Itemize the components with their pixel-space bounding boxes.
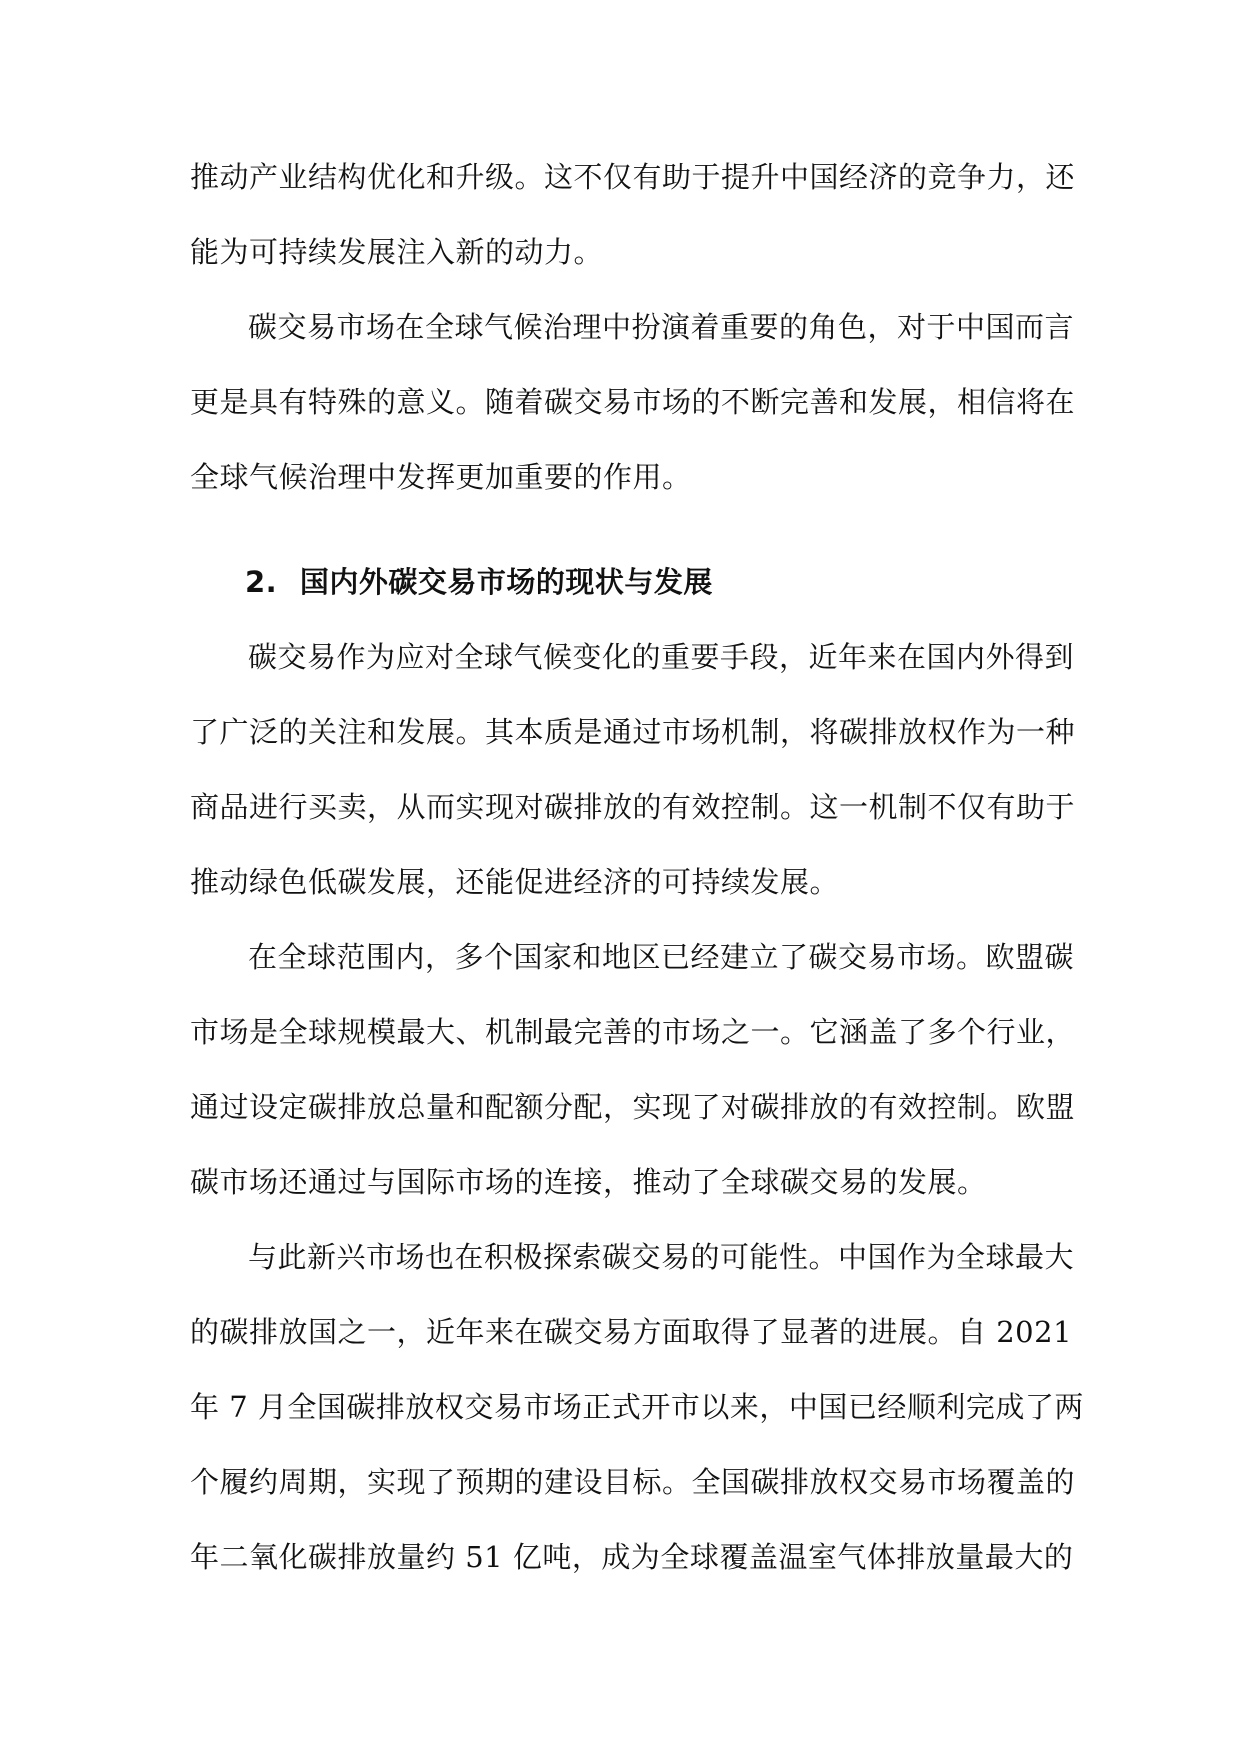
paragraph-line: 碳交易市场在全球气候治理中扮演着重要的角色，对于中国而言 xyxy=(248,310,1075,344)
paragraph-line: 全球气候治理中发挥更加重要的作用。 xyxy=(190,460,692,494)
paragraph-line: 碳交易作为应对全球气候变化的重要手段，近年来在国内外得到 xyxy=(248,640,1075,674)
paragraph-line: 碳市场还通过与国际市场的连接，推动了全球碳交易的发展。 xyxy=(190,1165,987,1199)
section-title: 国内外碳交易市场的现状与发展 xyxy=(299,565,713,599)
text-column xyxy=(190,140,1084,1595)
paragraph-line: 能为可持续发展注入新的动力。 xyxy=(190,235,604,269)
paragraph-line: 年二氧化碳排放量约 51 亿吨，成为全球覆盖温室气体排放量最大的 xyxy=(190,1540,1074,1574)
paragraph-line: 通过设定碳排放总量和配额分配，实现了对碳排放的有效控制。欧盟 xyxy=(190,1090,1076,1124)
paragraph-4 xyxy=(190,920,1076,1220)
paragraph-line: 了广泛的关注和发展。其本质是通过市场机制，将碳排放权作为一种 xyxy=(190,715,1076,749)
paragraph-line: 更是具有特殊的意义。随着碳交易市场的不断完善和发展，相信将在 xyxy=(190,385,1076,419)
paragraph-line: 的碳排放国之一，近年来在碳交易方面取得了显著的进展。自 2021 xyxy=(190,1315,1073,1349)
paragraph-line: 个履约周期，实现了预期的建设目标。全国碳排放权交易市场覆盖的 xyxy=(190,1465,1076,1499)
section-heading-wrap xyxy=(190,545,1055,620)
paragraph-line: 与此新兴市场也在积极探索碳交易的可能性。中国作为全球最大 xyxy=(248,1240,1075,1274)
paragraph-1 xyxy=(190,140,1076,290)
paragraph-line: 推动产业结构优化和升级。这不仅有助于提升中国经济的竞争力，还 xyxy=(190,160,1076,194)
paragraph-line: 市场是全球规模最大、机制最完善的市场之一。它涵盖了多个行业， xyxy=(190,1015,1076,1049)
paragraph-line: 推动绿色低碳发展，还能促进经济的可持续发展。 xyxy=(190,865,840,899)
paragraph-5 xyxy=(190,1220,1084,1595)
paragraph-line: 商品进行买卖，从而实现对碳排放的有效控制。这一机制不仅有助于 xyxy=(190,790,1076,824)
paragraph-2 xyxy=(190,290,1076,515)
paragraph-line: 在全球范围内，多个国家和地区已经建立了碳交易市场。欧盟碳 xyxy=(248,940,1075,974)
paragraph-3 xyxy=(190,620,1076,920)
paragraph-line: 年 7 月全国碳排放权交易市场正式开市以来，中国已经顺利完成了两 xyxy=(190,1390,1084,1424)
section-heading xyxy=(190,545,1055,620)
section-number: 2. xyxy=(245,565,278,599)
